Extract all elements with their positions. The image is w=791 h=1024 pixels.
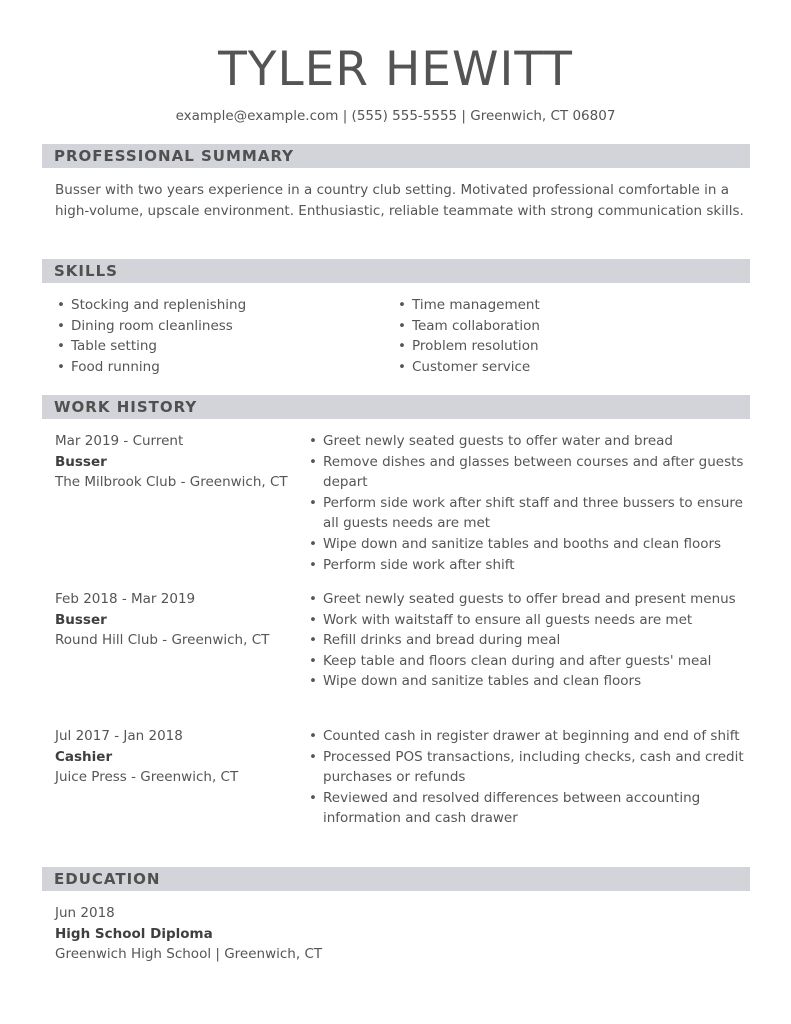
duty-item: • Perform side work after shift staff and three bussers to ensure all guests needs are met bbox=[307, 493, 747, 534]
job-3-meta bbox=[55, 726, 305, 788]
skill-item: • Time management bbox=[396, 295, 716, 316]
education-degree: High School Diploma bbox=[55, 925, 213, 942]
job-1-meta bbox=[55, 431, 305, 493]
duty-item: • Wipe down and sanitize tables and clean floors bbox=[307, 671, 747, 692]
job-employer: Juice Press - Greenwich, CT bbox=[55, 769, 239, 786]
duty-item: • Greet newly seated guests to offer water and bread bbox=[307, 431, 747, 452]
job-title: Cashier bbox=[55, 748, 113, 765]
job-employer: Round Hill Club - Greenwich, CT bbox=[55, 632, 270, 649]
skill-item: • Customer service bbox=[396, 357, 716, 378]
duty-item: • Remove dishes and glasses between courses and after guests depart bbox=[307, 452, 747, 493]
education-date: Jun 2018 bbox=[55, 905, 115, 921]
skill-item: • Food running bbox=[55, 357, 375, 378]
duty-item: • Work with waitstaff to ensure all guests needs are met bbox=[307, 610, 747, 631]
contact-line: example@example.com | (555) 555-5555 | Greenwich, CT 06807 bbox=[175, 108, 616, 124]
skills-section-header bbox=[42, 259, 750, 283]
skill-item: • Stocking and replenishing bbox=[55, 295, 375, 316]
education-entry bbox=[55, 903, 455, 965]
work-section-title: WORK HISTORY bbox=[54, 398, 198, 416]
job-title: Busser bbox=[55, 453, 107, 470]
skills-column-left bbox=[55, 295, 375, 377]
duty-item: • Perform side work after shift bbox=[307, 555, 747, 576]
education-school: Greenwich High School | Greenwich, CT bbox=[55, 946, 323, 963]
job-3-duties bbox=[307, 726, 747, 829]
summary-section-header bbox=[42, 144, 750, 168]
duty-item: • Refill drinks and bread during meal bbox=[307, 630, 747, 651]
education-section-title: EDUCATION bbox=[54, 870, 161, 888]
job-2-duties bbox=[307, 589, 747, 692]
summary-text: Busser with two years experience in a country club setting. Motivated professional comfortable in a high-volume, upscale environment. Enthusiastic, reliable teammate with strong communication skills. bbox=[55, 182, 744, 219]
candidate-name: TYLER HEWITT bbox=[218, 42, 573, 97]
skill-item: • Table setting bbox=[55, 336, 375, 357]
job-2-meta bbox=[55, 589, 305, 651]
job-dates: Jul 2017 - Jan 2018 bbox=[55, 728, 183, 744]
job-dates: Mar 2019 - Current bbox=[55, 433, 184, 449]
education-section-header bbox=[42, 867, 750, 891]
duty-item: • Keep table and floors clean during and after guests' meal bbox=[307, 651, 747, 672]
duty-item: • Counted cash in register drawer at beginning and end of shift bbox=[307, 726, 747, 747]
job-dates: Feb 2018 - Mar 2019 bbox=[55, 591, 196, 607]
job-1-duties bbox=[307, 431, 747, 575]
duty-item: • Greet newly seated guests to offer bread and present menus bbox=[307, 589, 747, 610]
job-employer: The Milbrook Club - Greenwich, CT bbox=[55, 474, 288, 491]
duty-item: • Processed POS transactions, including checks, cash and credit purchases or refunds bbox=[307, 747, 747, 788]
job-title: Busser bbox=[55, 611, 107, 628]
duty-item: • Wipe down and sanitize tables and booths and clean floors bbox=[307, 534, 747, 555]
work-section-header bbox=[42, 395, 750, 419]
skills-column-right bbox=[396, 295, 716, 377]
skill-item: • Dining room cleanliness bbox=[55, 316, 375, 337]
summary-section-title: PROFESSIONAL SUMMARY bbox=[54, 147, 295, 165]
skill-item: • Team collaboration bbox=[396, 316, 716, 337]
skills-section-title: SKILLS bbox=[54, 262, 118, 280]
duty-item: • Reviewed and resolved differences between accounting information and cash drawer bbox=[307, 788, 747, 829]
skill-item: • Problem resolution bbox=[396, 336, 716, 357]
